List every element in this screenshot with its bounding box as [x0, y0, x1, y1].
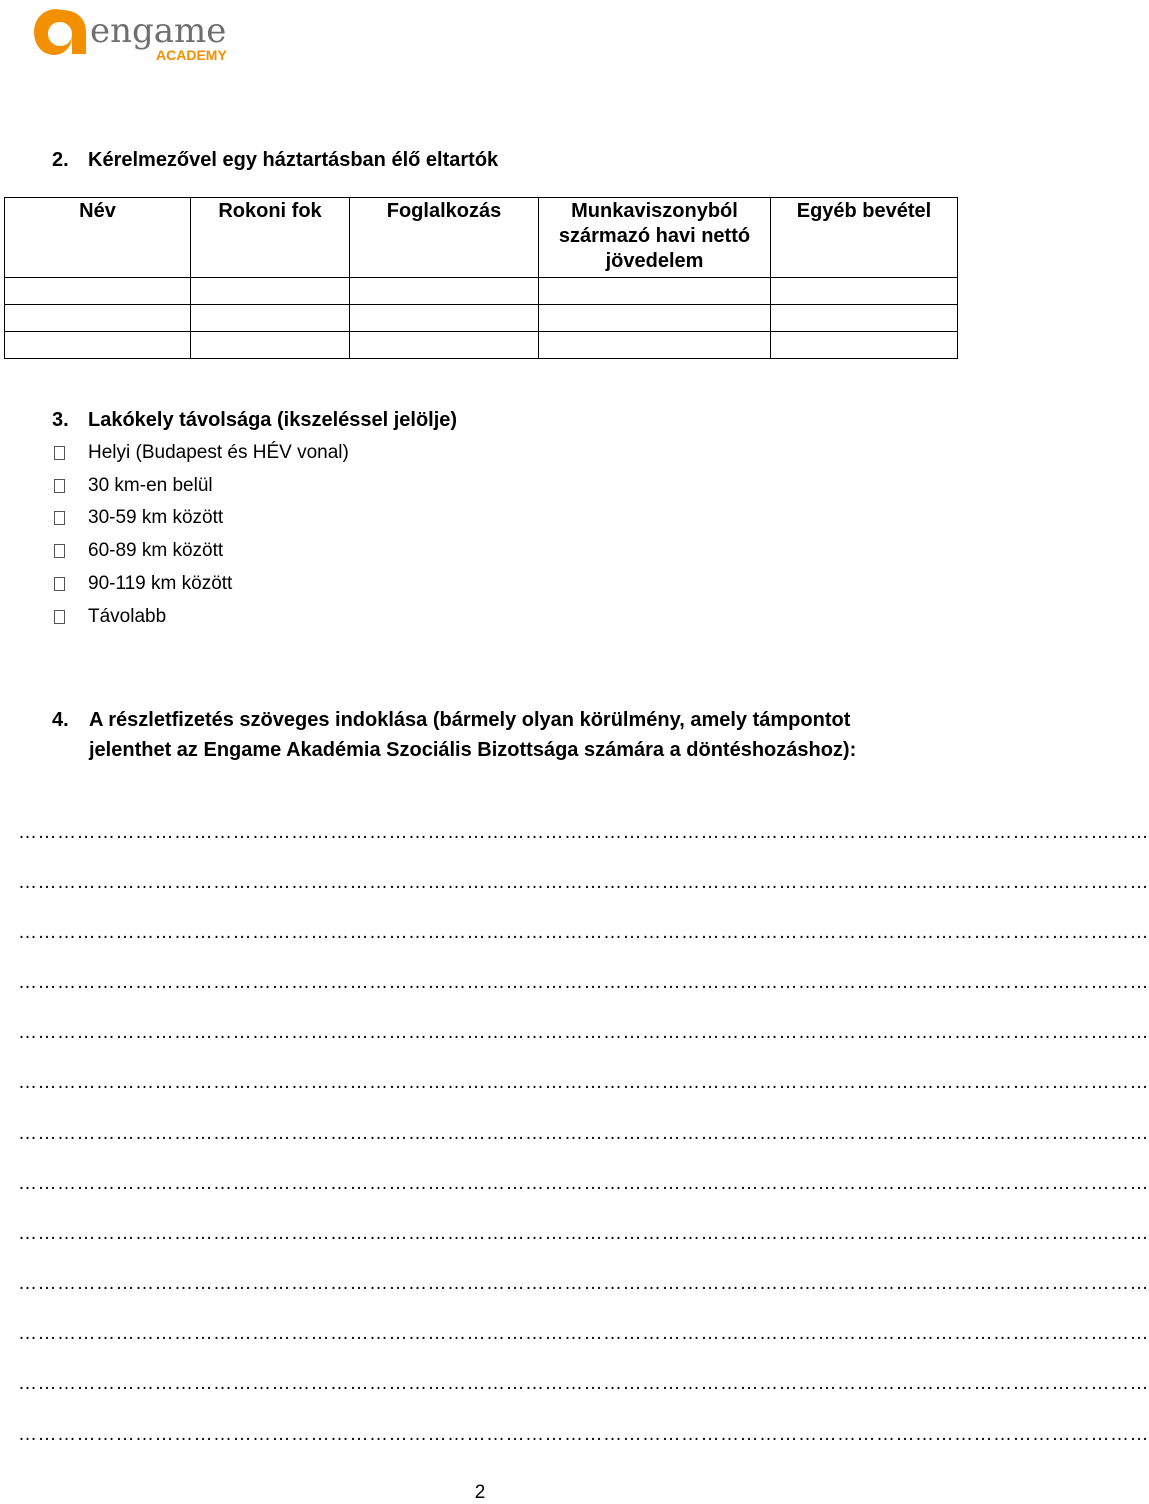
table-cell[interactable] [191, 332, 350, 359]
table-cell[interactable] [5, 332, 191, 359]
section-4-heading [52, 705, 912, 765]
checkbox[interactable] [54, 610, 65, 624]
checkbox[interactable] [54, 577, 65, 591]
dotted-line[interactable]: ………………………………………………………………………………………………………………………………………………………… [18, 972, 1149, 993]
table-cell[interactable] [539, 305, 771, 332]
checkbox[interactable] [54, 446, 65, 460]
table-cell[interactable] [350, 305, 539, 332]
section-3-title: Lakókely távolsága (ikszeléssel jelölje) [88, 409, 458, 431]
table-cell[interactable] [539, 332, 771, 359]
option-label: 30 km-en belül [88, 475, 213, 496]
distance-option-local[interactable] [52, 440, 349, 466]
section-2-heading [52, 148, 498, 172]
table-cell[interactable] [5, 278, 191, 305]
distance-option-30-59[interactable] [52, 505, 223, 531]
distance-option-within-30[interactable] [52, 473, 213, 499]
table-cell[interactable] [350, 332, 539, 359]
engame-academy-logo [30, 2, 240, 64]
table-cell[interactable] [771, 278, 958, 305]
table-cell[interactable] [350, 278, 539, 305]
table-cell[interactable] [191, 305, 350, 332]
table-cell[interactable] [539, 278, 771, 305]
col-header-net-income [539, 198, 771, 278]
table-cell[interactable] [5, 305, 191, 332]
dotted-line[interactable]: ………………………………………………………………………………………………………………………………………………………… [18, 872, 1149, 893]
section-4-number: 4. [52, 709, 69, 731]
option-label: Távolabb [88, 606, 167, 627]
section-2-title: Kérelmezővel egy háztartásban élő eltartók [88, 149, 499, 171]
section-3-number: 3. [52, 409, 69, 431]
col-header-net-income-label: Munkaviszonyból származó havi nettó jövedelem [558, 200, 751, 272]
section-3-heading [52, 408, 457, 432]
logo-sub-text: ACADEMY [156, 47, 227, 63]
option-label: 90-119 km között [88, 573, 233, 594]
distance-option-further[interactable] [52, 604, 166, 630]
dotted-line[interactable]: ………………………………………………………………………………………………………………………………………………………… [18, 822, 1149, 843]
logo-brand-text: engame [90, 11, 227, 51]
checkbox[interactable] [54, 511, 65, 525]
table-row [5, 305, 958, 332]
checkbox[interactable] [54, 544, 65, 558]
checkbox[interactable] [54, 479, 65, 493]
col-header-relation: Rokoni fok [191, 198, 350, 278]
section-4-text: A részletfizetés szöveges indoklása (bármely olyan körülmény, amely támpontot jelenthet az Engame Akadémia Szociális Bizottsága számára a döntéshozáshoz): [89, 709, 857, 761]
option-label: 30-59 km között [88, 507, 224, 528]
table-row [5, 332, 958, 359]
dotted-line[interactable]: ………………………………………………………………………………………………………………………………………………………… [18, 1373, 1149, 1394]
dotted-line[interactable]: ………………………………………………………………………………………………………………………………………………………… [18, 1173, 1149, 1194]
table-cell[interactable] [771, 332, 958, 359]
dotted-line[interactable]: ………………………………………………………………………………………………………………………………………………………… [18, 1424, 1149, 1445]
dotted-line[interactable]: ………………………………………………………………………………………………………………………………………………………… [18, 922, 1149, 943]
table-row [5, 278, 958, 305]
dotted-line[interactable]: ………………………………………………………………………………………………………………………………………………………… [18, 1223, 1149, 1244]
dependents-table [4, 197, 958, 359]
dotted-line[interactable]: ………………………………………………………………………………………………………………………………………………………… [18, 1072, 1149, 1093]
col-header-occupation: Foglalkozás [350, 198, 539, 278]
table-cell[interactable] [191, 278, 350, 305]
option-label: 60-89 km között [88, 540, 224, 561]
dotted-line[interactable]: ………………………………………………………………………………………………………………………………………………………… [18, 1022, 1149, 1043]
distance-option-60-89[interactable] [52, 538, 223, 564]
dotted-line[interactable]: ………………………………………………………………………………………………………………………………………………………… [18, 1123, 1149, 1144]
distance-option-90-119[interactable] [52, 571, 232, 597]
section-2-number: 2. [52, 149, 69, 171]
dotted-line[interactable]: ………………………………………………………………………………………………………………………………………………………… [18, 1323, 1149, 1344]
logo-a-mark [34, 9, 86, 55]
col-header-other-income: Egyéb bevétel [771, 198, 958, 278]
table-cell[interactable] [771, 305, 958, 332]
option-label: Helyi (Budapest és HÉV vonal) [88, 442, 349, 463]
table-header-row [5, 198, 958, 278]
col-header-name: Név [5, 198, 191, 278]
dotted-line[interactable]: ………………………………………………………………………………………………………………………………………………………… [18, 1273, 1149, 1294]
page-number: 2 [474, 1482, 486, 1503]
